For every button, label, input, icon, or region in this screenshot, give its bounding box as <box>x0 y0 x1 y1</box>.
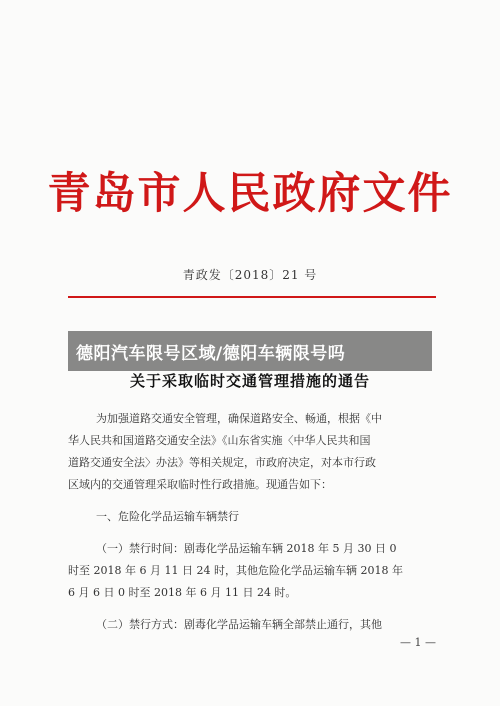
page-number: — 1 — <box>400 636 436 649</box>
paragraph-line: 为加强道路交通安全管理，确保道路安全、畅通，根据《中 <box>96 412 382 425</box>
paragraph-line: （二）禁行方式：剧毒化学品运输车辆全部禁止通行，其他 <box>96 618 382 631</box>
notice-title: 关于采取临时交通管理措施的通告 <box>129 372 370 390</box>
section-heading: 一、危险化学品运输车辆禁行 <box>96 510 239 523</box>
overlay-title-banner <box>68 331 432 371</box>
document-header-title: 青岛市人民政府文件 <box>47 169 453 219</box>
document-number: 青政发〔2018〕21 号 <box>182 268 318 282</box>
paragraph-line: 道路交通安全法〉办法》等相关规定，市政府决定，对本市行政 <box>68 456 376 469</box>
overlay-title-text: 德阳汽车限号区域/德阳车辆限号吗 <box>76 343 346 364</box>
paragraph-line: （一）禁行时间：剧毒化学品运输车辆 2018 年 5 月 30 日 0 <box>96 542 397 555</box>
paragraph-line: 时至 2018 年 6 月 11 日 24 时，其他危险化学品运输车辆 2018 年 <box>68 564 403 577</box>
paragraph-line: 6 月 6 日 0 时至 2018 年 6 月 11 日 24 时。 <box>68 586 297 599</box>
header-red-rule <box>68 296 436 298</box>
paragraph-line: 华人民共和国道路交通安全法》《山东省实施〈中华人民共和国 <box>68 434 371 447</box>
paragraph-line: 区域内的交通管理采取临时性行政措施。现通告如下： <box>68 478 332 491</box>
